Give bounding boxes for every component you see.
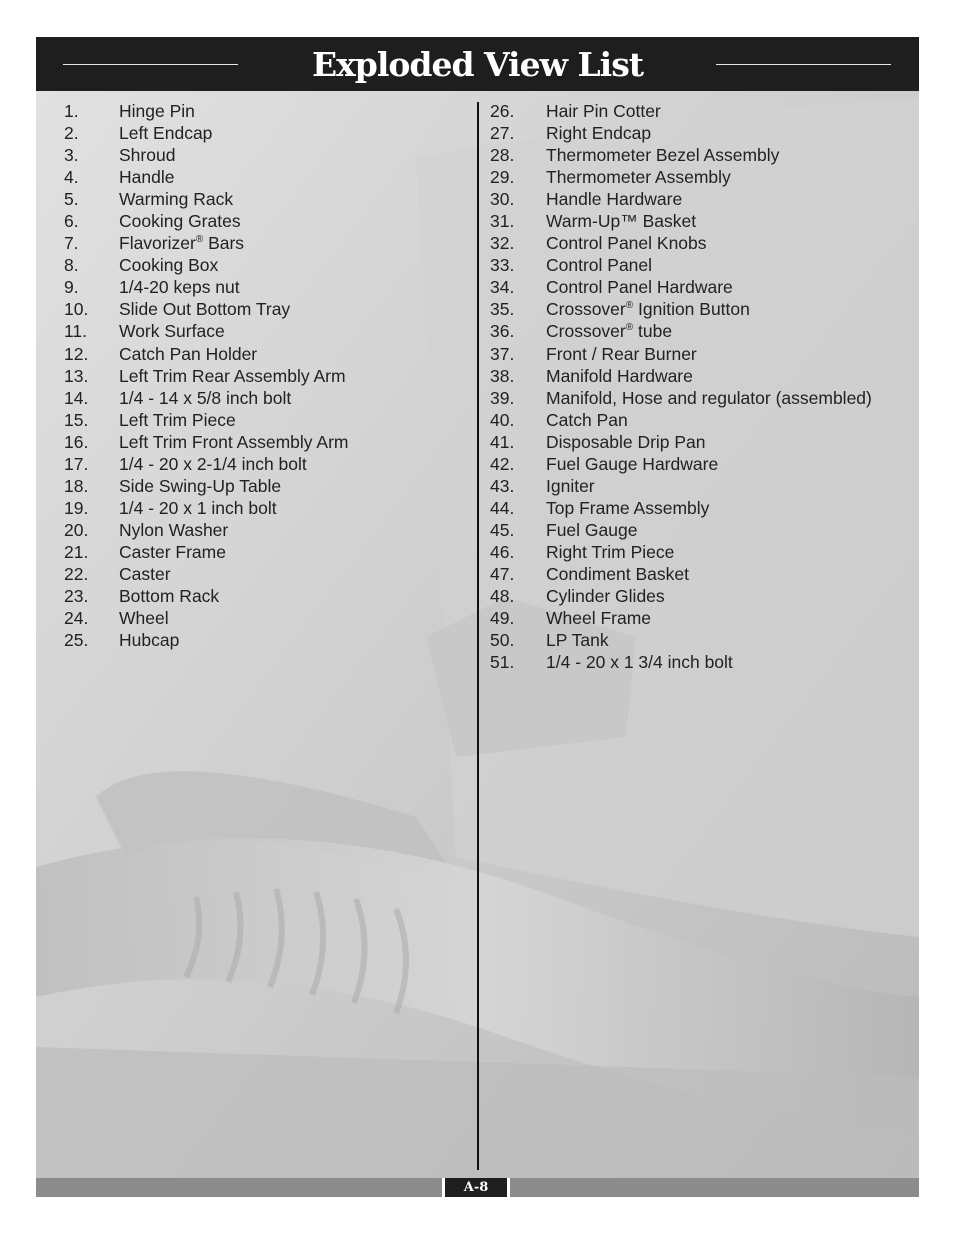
item-number: 39.	[490, 387, 515, 408]
item-label-text: Catch Pan	[546, 409, 628, 430]
item-label	[546, 651, 733, 673]
item-label	[119, 519, 228, 541]
item-label-text: Side Swing-Up Table	[119, 475, 282, 496]
list-item	[64, 475, 464, 497]
registered-mark: ®	[625, 300, 634, 312]
item-label	[119, 585, 219, 607]
item-label-suffix: tube	[633, 321, 673, 342]
item-label	[119, 365, 346, 387]
item-number: 7.	[64, 233, 79, 254]
list-item	[490, 188, 910, 210]
item-label-text: Front / Rear Burner	[546, 343, 697, 364]
item-label-text: Catch Pan Holder	[119, 343, 258, 364]
item-label	[119, 541, 226, 563]
item-label	[546, 298, 750, 320]
item-label	[119, 387, 291, 409]
item-label-text: Control Panel Hardware	[546, 277, 733, 298]
item-label	[546, 122, 651, 144]
item-number: 29.	[490, 167, 515, 188]
item-label-text: 1/4-20 keps nut	[119, 277, 240, 298]
item-label-text: Caster Frame	[119, 541, 226, 562]
item-label	[119, 320, 225, 342]
list-item	[64, 629, 464, 651]
item-label-text: Crossover	[546, 321, 626, 342]
list-item	[64, 497, 464, 519]
item-label-text: 1/4 - 20 x 2-1/4 inch bolt	[119, 453, 307, 474]
list-item	[64, 188, 464, 210]
item-number: 30.	[490, 189, 515, 210]
item-label-text: Wheel Frame	[546, 608, 652, 629]
item-label-text: Warming Rack	[119, 189, 234, 210]
item-label-text: Crossover	[546, 299, 626, 320]
list-item	[490, 343, 910, 365]
item-number: 51.	[490, 652, 515, 673]
header-rule-right	[716, 64, 891, 65]
list-item	[490, 254, 910, 276]
list-item	[490, 210, 910, 232]
list-item	[490, 122, 910, 144]
list-item	[64, 519, 464, 541]
item-number: 42.	[490, 453, 515, 474]
item-label-text: 1/4 - 20 x 1 3/4 inch bolt	[546, 652, 733, 673]
item-label	[546, 365, 693, 387]
item-number: 16.	[64, 431, 89, 452]
item-number: 43.	[490, 475, 515, 496]
item-number: 17.	[64, 453, 89, 474]
item-label-text: Igniter	[546, 475, 595, 496]
parts-list-right	[490, 100, 910, 673]
item-label-text: Handle	[119, 167, 175, 188]
item-number: 46.	[490, 541, 515, 562]
item-label	[546, 497, 709, 519]
list-item	[64, 298, 464, 320]
item-number: 38.	[490, 365, 515, 386]
list-item	[490, 166, 910, 188]
item-number: 41.	[490, 431, 515, 452]
item-label-text: Bottom Rack	[119, 586, 220, 607]
list-item	[490, 365, 910, 387]
item-label	[119, 497, 277, 519]
item-number: 3.	[64, 145, 79, 166]
item-label-text: Warm-Up™ Basket	[546, 211, 697, 232]
item-number: 2.	[64, 123, 79, 144]
list-item	[64, 232, 464, 254]
list-item	[64, 431, 464, 453]
list-item	[490, 497, 910, 519]
item-number: 34.	[490, 277, 515, 298]
list-item	[64, 607, 464, 629]
item-label-text: Cylinder Glides	[546, 586, 665, 607]
registered-mark: ®	[625, 322, 634, 334]
item-label	[119, 607, 169, 629]
item-label	[546, 453, 718, 475]
item-label	[119, 298, 290, 320]
list-item	[490, 298, 910, 320]
item-label	[119, 431, 349, 453]
item-label	[546, 409, 628, 431]
item-label-suffix: Bars	[203, 233, 245, 254]
item-label	[546, 585, 665, 607]
item-label	[119, 166, 174, 188]
list-item	[64, 563, 464, 585]
item-label	[546, 188, 682, 210]
item-label-text: Left Trim Rear Assembly Arm	[119, 365, 346, 386]
item-label	[119, 144, 175, 166]
list-item	[490, 475, 910, 497]
list-item	[490, 453, 910, 475]
item-label	[546, 563, 689, 585]
item-number: 23.	[64, 586, 89, 607]
page-title: Exploded View List	[311, 45, 644, 84]
item-label-text: Top Frame Assembly	[546, 497, 710, 518]
item-label	[119, 563, 171, 585]
item-number: 26.	[490, 101, 515, 121]
item-label	[119, 409, 236, 431]
item-label	[119, 343, 257, 365]
item-number: 19.	[64, 497, 89, 518]
list-item	[64, 122, 464, 144]
list-item	[64, 365, 464, 387]
item-label	[546, 210, 696, 232]
item-label	[546, 475, 595, 497]
item-label-text: Right Trim Piece	[546, 541, 675, 562]
item-label-text: Hair Pin Cotter	[546, 101, 661, 121]
item-number: 18.	[64, 475, 89, 496]
item-label-text: Shroud	[119, 145, 176, 166]
list-item	[490, 232, 910, 254]
item-number: 22.	[64, 563, 89, 584]
item-number: 44.	[490, 497, 515, 518]
item-label	[119, 453, 307, 475]
item-number: 13.	[64, 365, 89, 386]
item-label	[119, 210, 241, 232]
item-label-text: Disposable Drip Pan	[546, 431, 706, 452]
item-number: 32.	[490, 233, 515, 254]
item-label-text: Fuel Gauge Hardware	[546, 453, 719, 474]
item-label-text: Manifold, Hose and regulator (assembled)	[546, 387, 872, 408]
item-label-text: Thermometer Bezel Assembly	[546, 145, 780, 166]
list-item	[64, 453, 464, 475]
list-item	[64, 320, 464, 342]
item-label	[119, 629, 179, 651]
item-number: 45.	[490, 519, 515, 540]
item-number: 31.	[490, 211, 515, 232]
item-label-text: Left Trim Piece	[119, 409, 236, 430]
list-item	[490, 519, 910, 541]
list-item	[490, 607, 910, 629]
item-label	[119, 100, 195, 122]
item-label-text: Manifold Hardware	[546, 365, 693, 386]
item-label-text: Cooking Box	[119, 255, 219, 276]
item-label-text: 1/4 - 20 x 1 inch bolt	[119, 497, 277, 518]
list-item	[490, 651, 910, 673]
item-label-text: Control Panel	[546, 255, 653, 276]
item-label-text: Fuel Gauge	[546, 519, 638, 540]
item-label	[546, 166, 731, 188]
list-item	[490, 563, 910, 585]
list-item	[64, 387, 464, 409]
item-label-text: 1/4 - 14 x 5/8 inch bolt	[119, 387, 292, 408]
item-number: 15.	[64, 409, 89, 430]
item-label-suffix: Ignition Button	[633, 299, 750, 320]
item-label	[546, 387, 872, 409]
item-label	[119, 122, 212, 144]
list-item	[490, 320, 910, 342]
page-number: A-8	[445, 1178, 507, 1197]
item-label	[546, 629, 609, 651]
item-number: 25.	[64, 630, 89, 651]
item-number: 20.	[64, 519, 89, 540]
item-label	[119, 276, 240, 298]
item-number: 37.	[490, 343, 515, 364]
footer-bar	[36, 1178, 919, 1197]
list-item	[64, 409, 464, 431]
item-label	[546, 519, 637, 541]
item-number: 14.	[64, 387, 89, 408]
item-number: 27.	[490, 123, 515, 144]
item-number: 47.	[490, 563, 515, 584]
list-item	[64, 585, 464, 607]
item-label	[546, 320, 672, 342]
item-label-text: Slide Out Bottom Tray	[119, 299, 291, 320]
list-item	[490, 431, 910, 453]
item-label-text: Hubcap	[119, 630, 180, 651]
item-number: 50.	[490, 630, 515, 651]
registered-mark: ®	[195, 234, 204, 246]
list-item	[490, 585, 910, 607]
item-number: 36.	[490, 321, 515, 342]
list-item	[64, 541, 464, 563]
item-number: 21.	[64, 541, 89, 562]
item-label	[546, 232, 707, 254]
item-label-text: Thermometer Assembly	[546, 167, 731, 188]
list-item	[490, 409, 910, 431]
list-item	[64, 144, 464, 166]
item-number: 33.	[490, 255, 515, 276]
item-number: 10.	[64, 299, 89, 320]
page-header	[36, 37, 919, 91]
item-number: 24.	[64, 608, 89, 629]
item-label	[546, 144, 779, 166]
item-label	[119, 188, 233, 210]
item-label-text: Cooking Grates	[119, 211, 241, 232]
list-item	[490, 100, 910, 122]
item-label	[546, 541, 674, 563]
item-label-text: Control Panel Knobs	[546, 233, 707, 254]
item-number: 40.	[490, 409, 515, 430]
list-item	[490, 629, 910, 651]
item-number: 4.	[64, 167, 79, 188]
item-label-text: Caster	[119, 563, 171, 584]
item-label	[546, 276, 733, 298]
footer-gap-right	[507, 1178, 510, 1197]
item-label-text: Left Trim Front Assembly Arm	[119, 431, 349, 452]
item-label-text: Nylon Washer	[119, 519, 229, 540]
item-label-text: Work Surface	[119, 321, 225, 342]
item-label	[119, 232, 244, 254]
item-label-text: Left Endcap	[119, 123, 213, 144]
list-item	[64, 276, 464, 298]
item-number: 48.	[490, 586, 515, 607]
item-number: 11.	[64, 321, 88, 342]
list-item	[490, 276, 910, 298]
item-label	[546, 607, 651, 629]
item-number: 12.	[64, 343, 89, 364]
item-number: 5.	[64, 189, 79, 210]
item-label	[546, 343, 697, 365]
item-label	[546, 100, 661, 122]
item-label-text: Flavorizer	[119, 233, 196, 254]
list-item	[64, 254, 464, 276]
list-item	[64, 343, 464, 365]
item-label-text: Right Endcap	[546, 123, 652, 144]
item-label-text: Handle Hardware	[546, 189, 683, 210]
list-item	[490, 144, 910, 166]
list-item	[64, 210, 464, 232]
item-label	[546, 254, 652, 276]
parts-list-left	[64, 100, 464, 651]
item-label-text: Hinge Pin	[119, 101, 195, 121]
item-number: 35.	[490, 299, 515, 320]
item-number: 1.	[64, 101, 79, 121]
item-label-text: Wheel	[119, 608, 169, 629]
list-item	[490, 387, 910, 409]
item-label	[119, 254, 218, 276]
item-label	[546, 431, 706, 453]
item-number: 8.	[64, 255, 79, 276]
item-number: 49.	[490, 608, 515, 629]
list-item	[64, 100, 464, 122]
item-number: 6.	[64, 211, 79, 232]
item-number: 28.	[490, 145, 515, 166]
list-item	[490, 541, 910, 563]
list-item	[64, 166, 464, 188]
item-number: 9.	[64, 277, 79, 298]
item-label-text: Condiment Basket	[546, 563, 689, 584]
item-label-text: LP Tank	[546, 630, 609, 651]
item-label	[119, 475, 281, 497]
column-divider	[477, 102, 479, 1170]
